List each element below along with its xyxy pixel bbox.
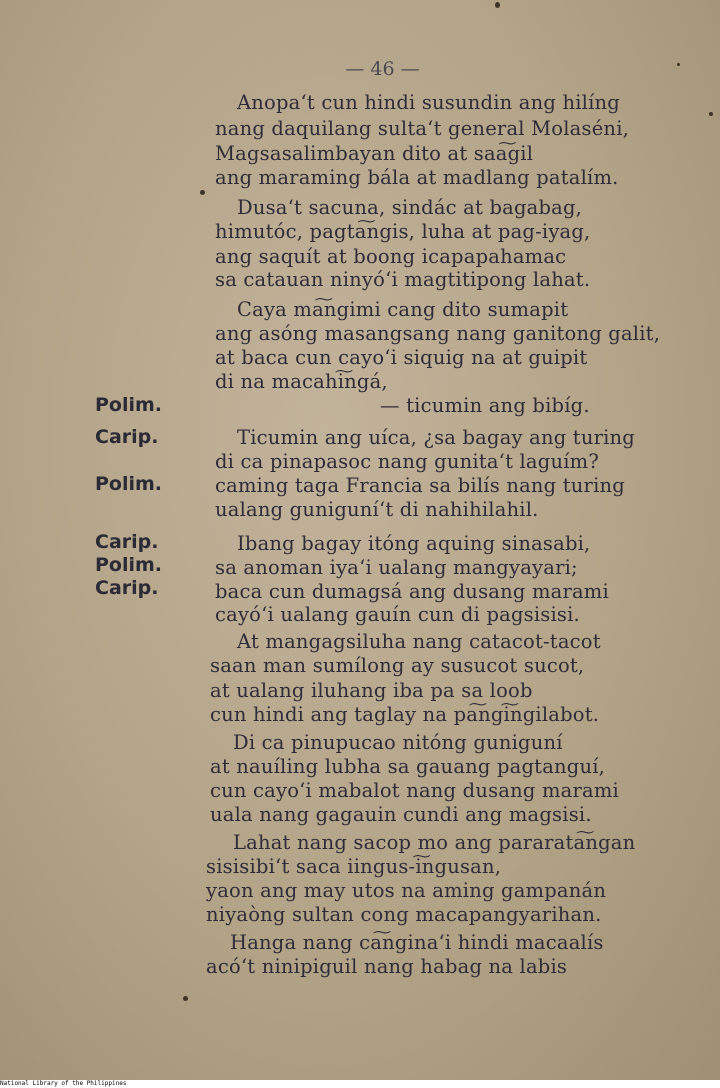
page-number: — 46 — [345, 58, 420, 80]
verse-line: At mangagsiluha nang catacot-tacot [237, 630, 601, 653]
verse-line: ang saquít at boong icapapahamac [215, 245, 567, 268]
verse-line: Ticumin ang uíca, ¿sa bagay ang turing [237, 426, 635, 449]
verse-line: acó‘t ninipiguil nang habag na labis [206, 955, 568, 978]
verse-line: baca cun dumagsá ang dusang marami [215, 580, 609, 603]
verse-line: Magsasalimbayan dito at saa͠gil [215, 142, 534, 165]
verse-line: at ualang iluhang iba pa sa loob [210, 679, 533, 702]
speaker-label: Carip. [95, 577, 159, 599]
verse-line: ang maraming bála at madlang patalím. [215, 166, 619, 189]
verse-line: Dusa‘t sacuna, sindác at bagabag, [237, 196, 583, 219]
speaker-label: Carip. [95, 531, 159, 553]
verse-line: nang daquilang sulta‘t general Molaséni, [215, 117, 630, 140]
verse-line: cayó‘i ualang gauín cun di pagsisisi. [215, 603, 580, 626]
ink-speck [183, 996, 188, 1001]
verse-line: yaon ang may utos na aming gampanán [206, 879, 607, 902]
ink-speck [200, 190, 205, 195]
speaker-label: Polim. [95, 473, 163, 495]
verse-line: sisisibi‘t saca iingus-i͠ngusan, [206, 855, 502, 878]
speaker-label: Polim. [95, 394, 163, 416]
verse-line: at nauíling lubha sa gauang pagtanguí, [210, 755, 606, 778]
verse-line: di ca pinapasoc nang gunita‘t laguím? [215, 450, 599, 473]
verse-line: himutóc, pagta͠ngis, luha at pag-iyag, [215, 220, 591, 243]
speaker-label: Carip. [95, 426, 159, 448]
verse-line: caming taga Francia sa bilís nang turing [215, 474, 625, 497]
library-credit: National Library of the Philippines [0, 1080, 127, 1087]
verse-line: Di ca pinupucao nitóng guniguní [233, 731, 563, 754]
verse-line: uala nang gagauin cundi ang magsisi. [210, 803, 592, 826]
speaker-label: Polim. [95, 554, 163, 576]
verse-line: di na macahi͠ngá, [215, 370, 388, 393]
verse-line: saan man sumílong ay susucot sucot, [210, 654, 585, 677]
verse-line: — ticumin ang bibíg. [380, 394, 590, 417]
ink-speck [495, 2, 500, 8]
verse-line: ualang guniguní‘t di nahihilahil. [215, 498, 539, 521]
verse-line: Ibang bagay itóng aquing sinasabi, [237, 532, 591, 555]
verse-line: sa catauan ninyó‘i magtitipong lahat. [215, 268, 591, 291]
verse-line: ang asóng masangsang nang ganitong galit, [215, 322, 661, 345]
verse-line: niyaòng sultan cong macapangyarihan. [206, 903, 602, 926]
verse-line: Hanga nang ca͠ngina‘i hindi macaalís [230, 931, 604, 954]
ink-speck [709, 112, 713, 116]
verse-line: sa anoman iya‘i ualang mangyayari; [215, 556, 578, 579]
verse-line: cun hindi ang taglay na pa͠ngi͠ngilabot. [210, 703, 600, 726]
verse-line: at baca cun cayo‘i siquig na at guipit [215, 346, 588, 369]
verse-line: Caya ma͠ngimi cang dito sumapit [237, 298, 569, 321]
verse-line: Lahat nang sacop mo ang pararata͠ngan [233, 831, 636, 854]
verse-line: cun cayo‘i mabalot nang dusang marami [210, 779, 619, 802]
verse-line: Anopa‘t cun hindi susundin ang hilíng [237, 91, 620, 114]
